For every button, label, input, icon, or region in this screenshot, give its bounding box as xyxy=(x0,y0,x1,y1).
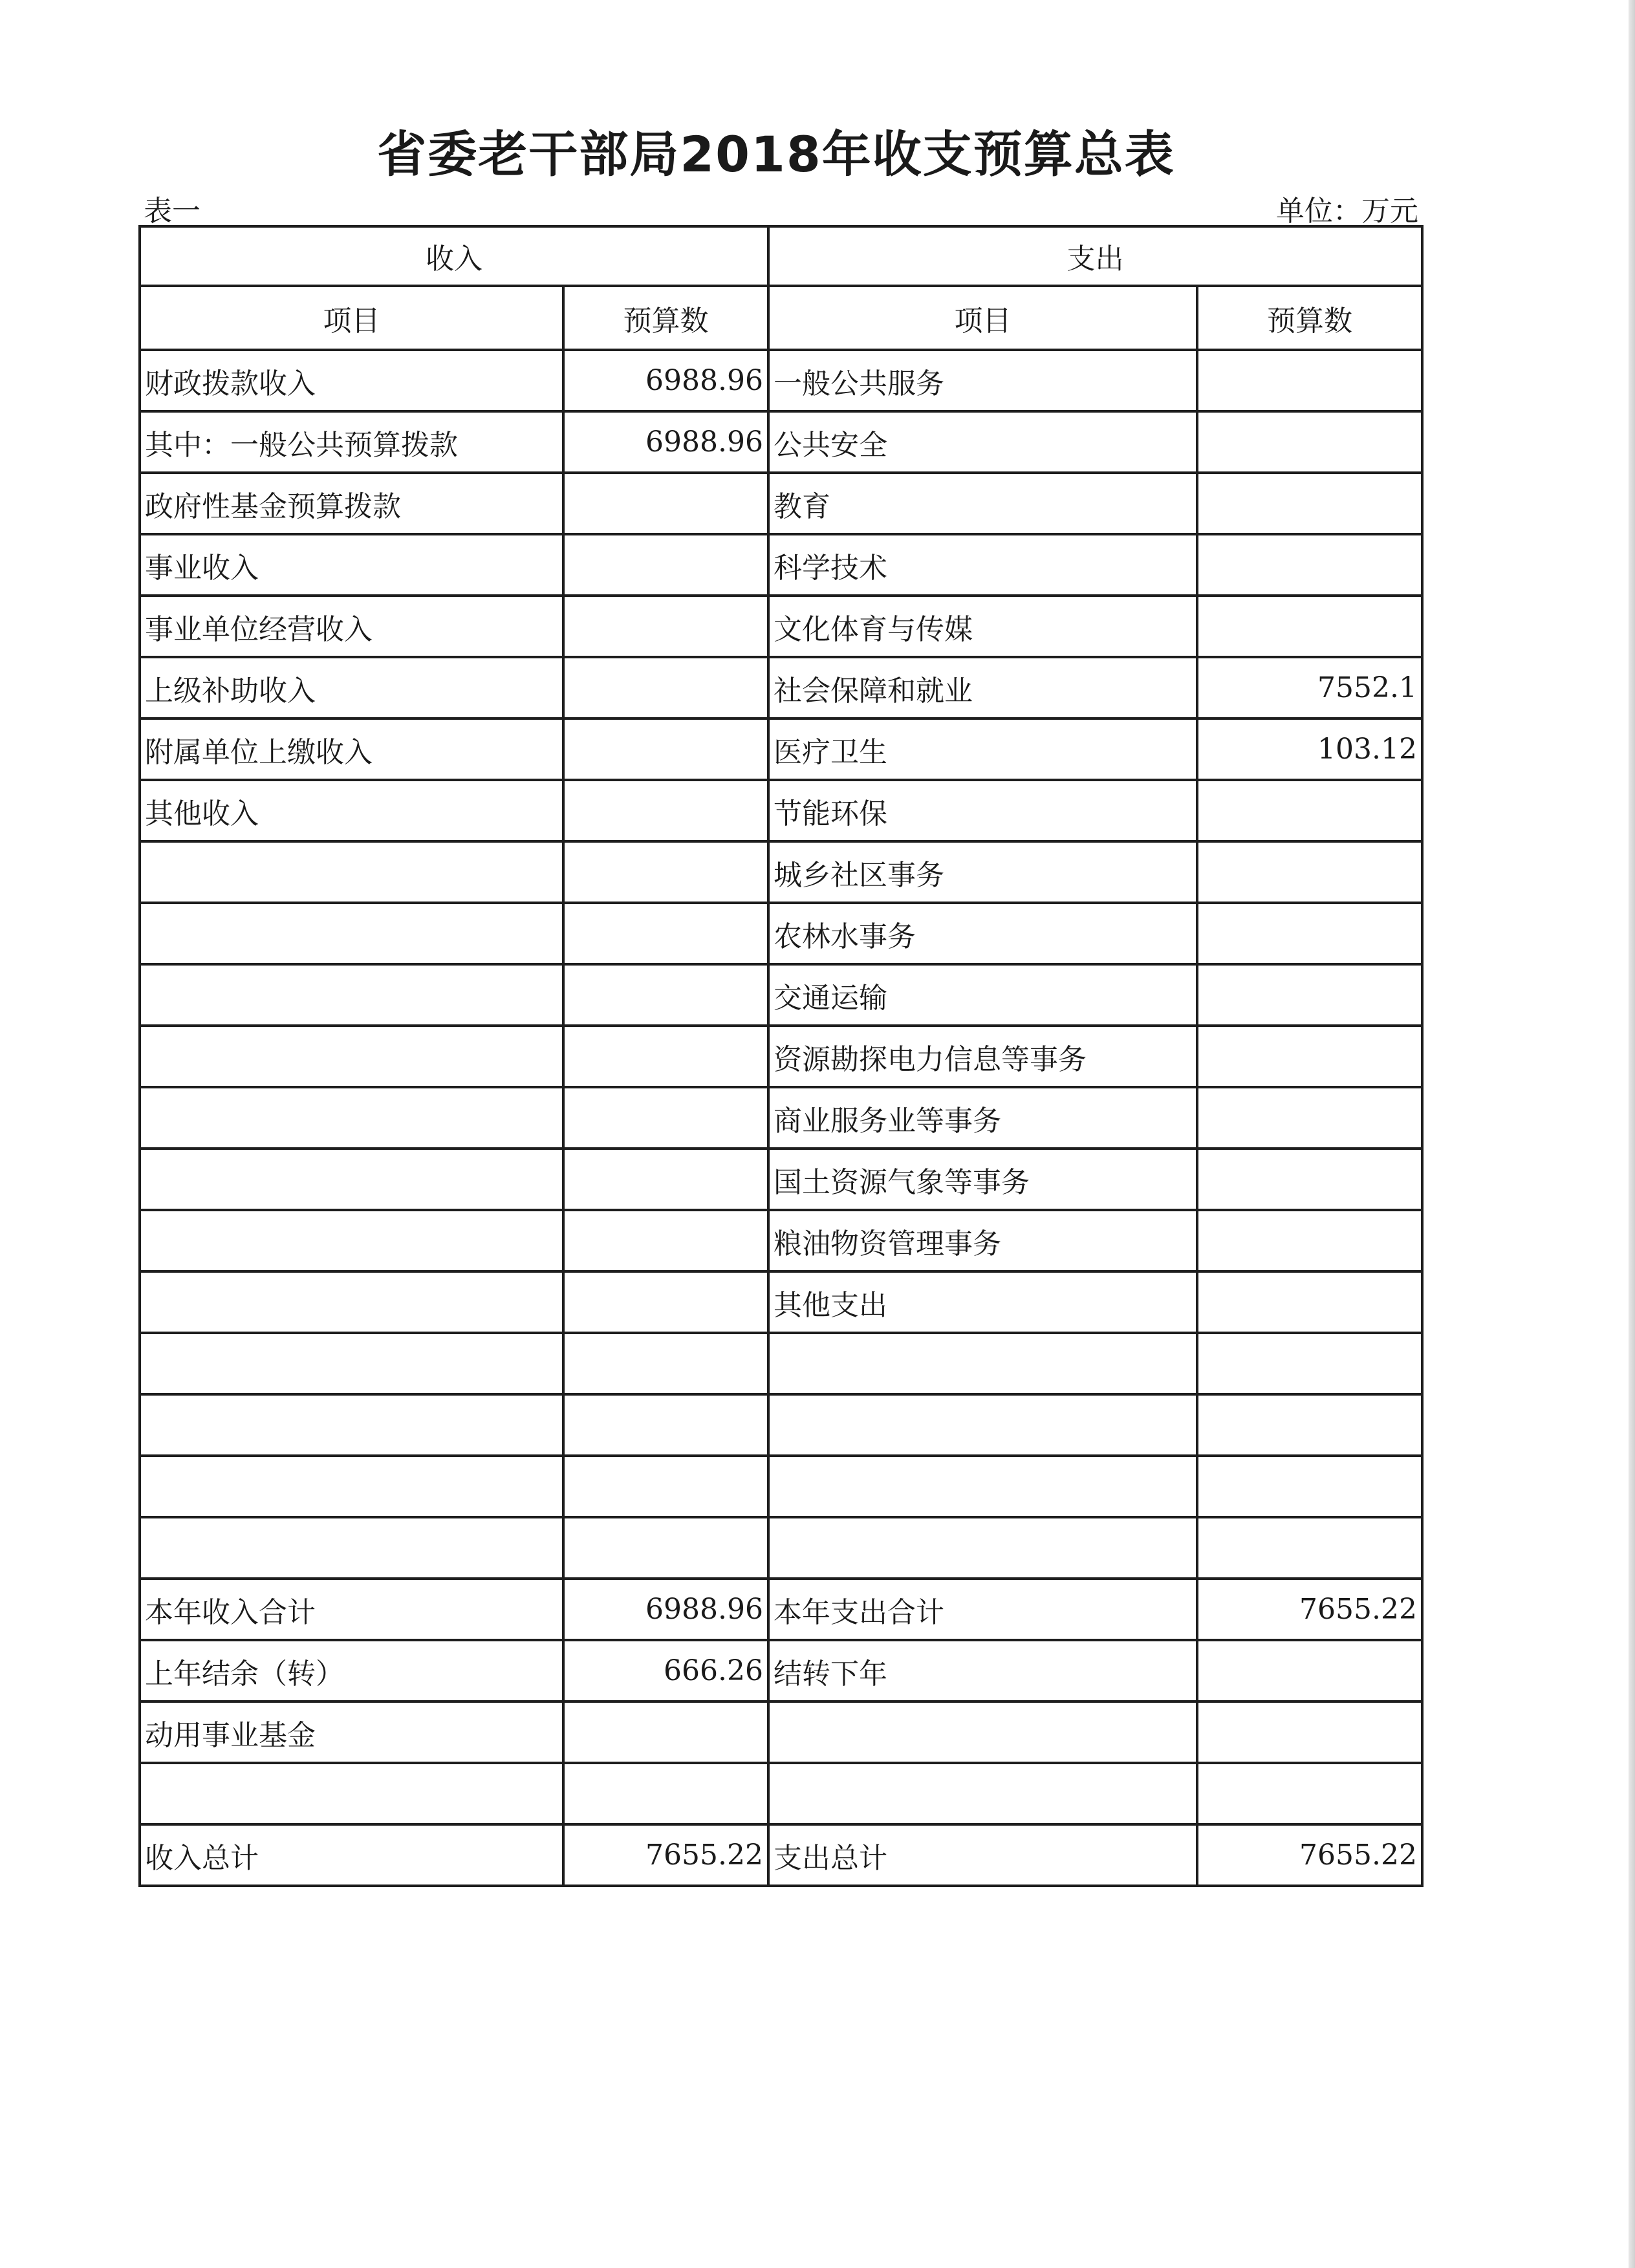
table-row xyxy=(140,1087,1422,1149)
table-row xyxy=(140,1579,1422,1640)
expense-item-cell: 一般公共服务 xyxy=(768,350,1197,411)
expense-amount-cell: 7552.1 xyxy=(1197,657,1422,718)
document-title: 省委老干部局2018年收支预算总表 xyxy=(377,125,1175,183)
table-row xyxy=(140,1640,1422,1701)
income-amount-cell xyxy=(563,1333,768,1394)
expense-amount-cell xyxy=(1197,596,1422,657)
income-amount-cell xyxy=(563,1763,768,1824)
income-amount-cell xyxy=(563,1517,768,1579)
expense-item-cell: 节能环保 xyxy=(768,780,1197,841)
expense-amount-cell xyxy=(1197,1271,1422,1333)
income-amount-header: 预算数 xyxy=(563,286,768,350)
income-amount-cell: 6988.96 xyxy=(563,1579,768,1640)
income-item-cell xyxy=(140,1763,563,1824)
expense-amount-cell xyxy=(1197,1640,1422,1701)
income-amount-cell: 6988.96 xyxy=(563,350,768,411)
expense-item-cell xyxy=(768,1763,1197,1824)
table-row xyxy=(140,1026,1422,1087)
expense-item-cell: 城乡社区事务 xyxy=(768,841,1197,903)
table-number: 表一 xyxy=(144,195,200,228)
table-row xyxy=(140,534,1422,596)
table-row xyxy=(140,1456,1422,1517)
income-item-cell: 其他收入 xyxy=(140,780,563,841)
table-row xyxy=(140,1333,1422,1394)
expense-item-cell: 科学技术 xyxy=(768,534,1197,596)
expense-item-cell xyxy=(768,1701,1197,1763)
income-amount-cell xyxy=(563,1149,768,1210)
income-amount-cell xyxy=(563,1026,768,1087)
income-amount-cell xyxy=(563,534,768,596)
expense-item-cell: 医疗卫生 xyxy=(768,718,1197,780)
income-amount-cell xyxy=(563,1210,768,1271)
expense-item-cell: 商业服务业等事务 xyxy=(768,1087,1197,1149)
expense-amount-cell xyxy=(1197,473,1422,534)
income-amount-cell xyxy=(563,780,768,841)
expense-item-cell: 社会保障和就业 xyxy=(768,657,1197,718)
table-row xyxy=(140,1763,1422,1824)
income-amount-cell xyxy=(563,473,768,534)
income-item-cell xyxy=(140,1456,563,1517)
income-amount-cell xyxy=(563,841,768,903)
income-amount-cell xyxy=(563,1271,768,1333)
expense-amount-cell xyxy=(1197,1333,1422,1394)
income-item-cell xyxy=(140,1394,563,1456)
table-row xyxy=(140,1210,1422,1271)
income-amount-cell xyxy=(563,596,768,657)
income-item-cell: 附属单位上缴收入 xyxy=(140,718,563,780)
income-amount-cell xyxy=(563,1456,768,1517)
expense-item-cell xyxy=(768,1394,1197,1456)
income-item-header: 项目 xyxy=(140,286,563,350)
expense-item-cell: 公共安全 xyxy=(768,411,1197,473)
expense-amount-cell xyxy=(1197,1149,1422,1210)
table-row xyxy=(140,1271,1422,1333)
expense-item-cell: 国土资源气象等事务 xyxy=(768,1149,1197,1210)
table-row xyxy=(140,596,1422,657)
table-row xyxy=(140,657,1422,718)
income-amount-cell: 7655.22 xyxy=(563,1824,768,1886)
expense-amount-cell: 7655.22 xyxy=(1197,1579,1422,1640)
expense-item-cell: 教育 xyxy=(768,473,1197,534)
income-item-cell xyxy=(140,1149,563,1210)
expense-item-cell: 本年支出合计 xyxy=(768,1579,1197,1640)
expense-amount-cell xyxy=(1197,350,1422,411)
table-row xyxy=(140,718,1422,780)
income-amount-cell xyxy=(563,718,768,780)
expense-item-cell: 资源勘探电力信息等事务 xyxy=(768,1026,1197,1087)
expense-item-cell: 粮油物资管理事务 xyxy=(768,1210,1197,1271)
income-item-cell xyxy=(140,1517,563,1579)
table-row xyxy=(140,780,1422,841)
expense-amount-cell xyxy=(1197,1517,1422,1579)
expense-item-cell: 结转下年 xyxy=(768,1640,1197,1701)
income-item-cell xyxy=(140,903,563,964)
expense-amount-cell xyxy=(1197,1394,1422,1456)
income-item-cell: 事业收入 xyxy=(140,534,563,596)
income-item-cell xyxy=(140,841,563,903)
income-item-cell xyxy=(140,1271,563,1333)
table-row xyxy=(140,1824,1422,1886)
table-row xyxy=(140,841,1422,903)
income-item-cell xyxy=(140,1087,563,1149)
income-item-cell: 上年结余（转） xyxy=(140,1640,563,1701)
income-item-cell xyxy=(140,1210,563,1271)
income-amount-cell: 6988.96 xyxy=(563,411,768,473)
expense-item-cell: 其他支出 xyxy=(768,1271,1197,1333)
income-item-cell: 收入总计 xyxy=(140,1824,563,1886)
expense-amount-cell: 7655.22 xyxy=(1197,1824,1422,1886)
expense-amount-cell xyxy=(1197,1026,1422,1087)
budget-table xyxy=(138,225,1424,1887)
income-item-cell: 事业单位经营收入 xyxy=(140,596,563,657)
income-item-cell: 本年收入合计 xyxy=(140,1579,563,1640)
table-row xyxy=(140,964,1422,1026)
expense-item-cell: 文化体育与传媒 xyxy=(768,596,1197,657)
table-row xyxy=(140,473,1422,534)
expense-item-cell xyxy=(768,1333,1197,1394)
table-row xyxy=(140,1394,1422,1456)
expense-item-cell: 农林水事务 xyxy=(768,903,1197,964)
income-amount-cell xyxy=(563,657,768,718)
income-amount-cell xyxy=(563,1701,768,1763)
expense-amount-cell xyxy=(1197,841,1422,903)
expense-item-cell: 交通运输 xyxy=(768,964,1197,1026)
expense-amount-cell xyxy=(1197,964,1422,1026)
expense-section-header: 支出 xyxy=(768,226,1422,286)
expense-amount-cell: 103.12 xyxy=(1197,718,1422,780)
expense-amount-cell xyxy=(1197,411,1422,473)
budget-table-body xyxy=(140,226,1422,1886)
income-amount-cell xyxy=(563,1087,768,1149)
income-item-cell xyxy=(140,964,563,1026)
expense-item-cell xyxy=(768,1456,1197,1517)
table-row xyxy=(140,411,1422,473)
expense-amount-cell xyxy=(1197,534,1422,596)
income-item-cell xyxy=(140,1026,563,1087)
table-row xyxy=(140,1149,1422,1210)
expense-item-cell: 支出总计 xyxy=(768,1824,1197,1886)
income-amount-cell xyxy=(563,1394,768,1456)
table-row xyxy=(140,350,1422,411)
expense-amount-cell xyxy=(1197,1701,1422,1763)
table-row xyxy=(140,903,1422,964)
expense-item-header: 项目 xyxy=(768,286,1197,350)
income-item-cell xyxy=(140,1333,563,1394)
income-item-cell: 动用事业基金 xyxy=(140,1701,563,1763)
table-row xyxy=(140,1517,1422,1579)
expense-amount-cell xyxy=(1197,1087,1422,1149)
income-section-header: 收入 xyxy=(140,226,768,286)
expense-amount-header: 预算数 xyxy=(1197,286,1422,350)
expense-amount-cell xyxy=(1197,903,1422,964)
table-row xyxy=(140,1701,1422,1763)
income-item-cell: 财政拨款收入 xyxy=(140,350,563,411)
expense-item-cell xyxy=(768,1517,1197,1579)
expense-amount-cell xyxy=(1197,1210,1422,1271)
column-header-row xyxy=(140,286,1422,350)
unit-label: 单位：万元 xyxy=(1276,195,1418,228)
scan-edge xyxy=(1629,0,1635,2268)
income-item-cell: 政府性基金预算拨款 xyxy=(140,473,563,534)
income-item-cell: 其中：一般公共预算拨款 xyxy=(140,411,563,473)
section-header-row xyxy=(140,226,1422,286)
income-amount-cell xyxy=(563,903,768,964)
expense-amount-cell xyxy=(1197,1763,1422,1824)
income-item-cell: 上级补助收入 xyxy=(140,657,563,718)
expense-amount-cell xyxy=(1197,1456,1422,1517)
income-amount-cell: 666.26 xyxy=(563,1640,768,1701)
expense-amount-cell xyxy=(1197,780,1422,841)
income-amount-cell xyxy=(563,964,768,1026)
